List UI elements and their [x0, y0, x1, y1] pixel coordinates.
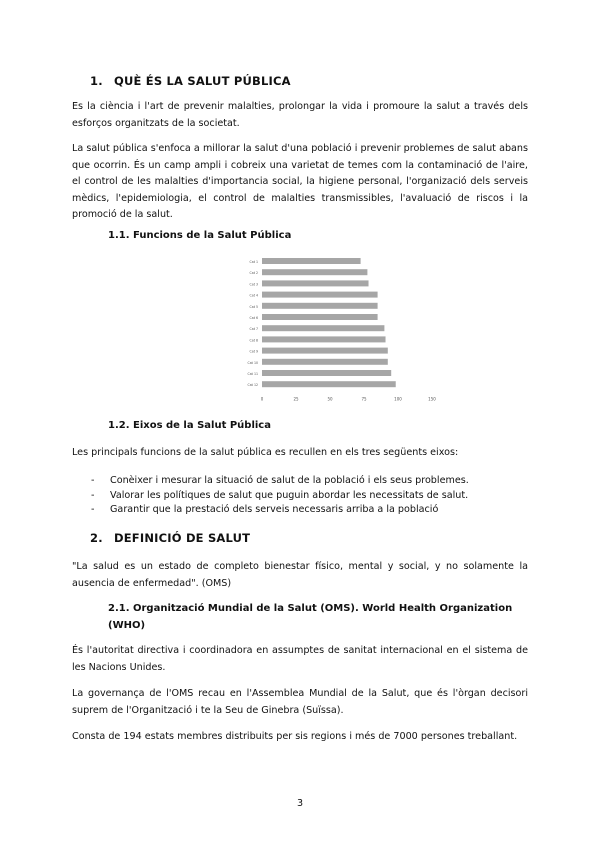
- section-2-number: 2.: [90, 531, 103, 545]
- section-2-1-heading: [108, 601, 528, 634]
- section-1-paragraph-2: La salut pública s'enfoca a millorar la salut d'una població i prevenir problemes de salut abans que ocorrin. És un camp ampli i cobreix una varietat de temes com la contaminació de l'aire, el control de les malalties d'importancia social, la higiene personal, l'organizació dels serveis mèdics, l'epidemiologia, el control de malalties transmissibles, l'avaluació de riscos i la promoció de la salut.: [72, 143, 528, 220]
- chart-bar: [262, 381, 396, 387]
- chart-category-label: Cat 6: [249, 316, 258, 320]
- section-1-number: 1.: [90, 74, 103, 88]
- chart-category-label: Cat 9: [249, 349, 258, 354]
- chart-category-label: Cat 12: [247, 383, 258, 388]
- chart-bar: [262, 280, 369, 286]
- list-item: [72, 489, 528, 504]
- chart-category-label: Cat 8: [249, 338, 258, 343]
- bullet-dash: -: [91, 504, 95, 516]
- functions-bar-chart: [150, 252, 450, 404]
- chart-bar: [262, 348, 388, 354]
- section-1-title: QUÈ ÉS LA SALUT PÚBLICA: [114, 74, 291, 88]
- list-item: [72, 474, 528, 489]
- section-2-heading: [90, 531, 250, 545]
- section-1-2-intro: Les principals funcions de la salut pública es recullen en els tres següents eixos:: [72, 447, 459, 458]
- chart-x-tick-label: 75: [361, 396, 367, 402]
- chart-bar: [262, 314, 378, 320]
- chart-category-label: Cat 7: [249, 327, 258, 332]
- chart-bar: [262, 303, 378, 309]
- section-1-paragraph-1: Es la ciència i l'art de prevenir malalties, prolongar la vida i promoure la salut a través dels esforços organitzats de la societat.: [72, 101, 528, 129]
- chart-bar: [262, 370, 391, 376]
- chart-bar: [262, 336, 386, 342]
- chart-x-tick-label: 50: [327, 396, 333, 402]
- chart-bar: [262, 258, 361, 264]
- section-2-title: DEFINICIÓ DE SALUT: [114, 531, 251, 545]
- section-1-1-heading: 1.1. Funcions de la Salut Pública: [108, 230, 292, 241]
- chart-bar: [262, 325, 384, 331]
- chart-x-tick-label: 100: [394, 396, 402, 402]
- section-1-2-heading: 1.2. Eixos de la Salut Pública: [108, 420, 271, 431]
- chart-category-label: Cat 1: [249, 260, 258, 264]
- chart-x-tick-label: 25: [293, 396, 299, 402]
- section-2-1-paragraph-1: És l'autoritat directiva i coordinadora en assumptes de sanitat internacional en el sistema de les Nacions Unides.: [72, 645, 528, 673]
- section-2-1-paragraph-3: Consta de 194 estats membres distribuits per sis regions i més de 7000 persones treballant.: [72, 731, 518, 742]
- chart-x-tick-label: 0: [260, 396, 264, 402]
- chart-category-label: Cat 11: [247, 372, 258, 376]
- list-item-text: Garantir que la prestació dels serveis necessaris arriba a la població: [110, 504, 439, 516]
- chart-bar: [262, 359, 388, 365]
- bullet-dash: -: [91, 475, 95, 486]
- chart-x-tick-label: 150: [428, 396, 436, 402]
- chart-category-label: Cat 10: [247, 360, 258, 365]
- page-number: 3: [296, 798, 304, 809]
- chart-bar: [262, 269, 367, 275]
- chart-category-label: Cat 4: [249, 293, 258, 298]
- bullet-dash: -: [91, 489, 95, 501]
- list-item: [72, 503, 528, 518]
- list-item-text: Conèixer i mesurar la situació de salut de la població i els seus problemes.: [110, 475, 469, 486]
- chart-category-label: Cat 3: [249, 282, 258, 287]
- chart-category-label: Cat 5: [249, 304, 258, 309]
- chart-category-label: Cat 2: [249, 271, 258, 276]
- list-item-text: Valorar les polítiques de salut que puguin abordar les necessitats de salut.: [110, 489, 469, 501]
- section-1-heading: [90, 74, 291, 88]
- section-2-1-title-line-1: 2.1. Organització Mundial de la Salut (OMS). World Health Organization: [108, 603, 513, 614]
- section-2-1-title-line-2: (WHO): [108, 619, 146, 631]
- section-2-1-paragraph-2: La governança de l'OMS recau en l'Assemblea Mundial de la Salut, que és l'òrgan decisori suprem de l'Organització i te la Seu de Ginebra (Suïssa).: [72, 688, 528, 716]
- axes-list: [72, 474, 528, 518]
- health-definition-quote: "La salud es un estado de completo bienestar físico, mental y social, y no solamente la ausencia de enfermedad". (OMS): [72, 561, 528, 589]
- chart-bar: [262, 292, 378, 298]
